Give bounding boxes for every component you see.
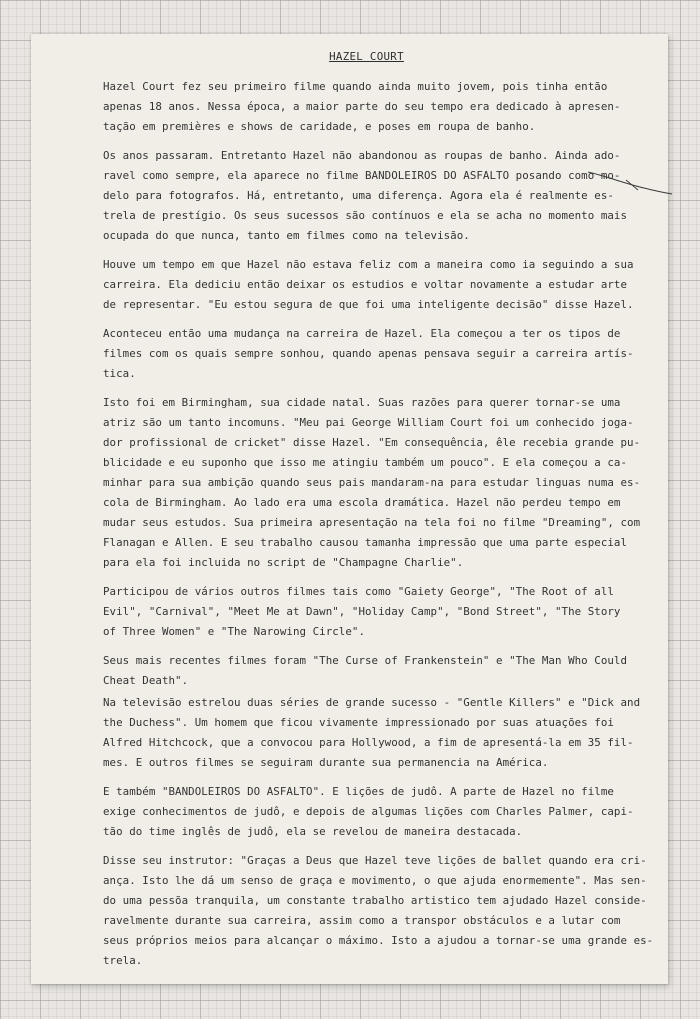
text-line: Os anos passaram. Entretanto Hazel não abandonou as roupas de banho. Ainda ado-: [103, 149, 621, 162]
text-line: seus próprios meios para alcançar o máximo. Isto a ajudou a tornar-se uma grande es-: [103, 934, 654, 947]
paragraph: [103, 324, 640, 384]
paragraph: [103, 851, 654, 971]
text-line: exige conhecimentos de judô, e depois de algumas lições com Charles Palmer, capi-: [103, 805, 634, 818]
text-line: Aconteceu então uma mudança na carreira de Hazel. Ela começou a ter os tipos de: [103, 327, 621, 340]
text-line: of Three Women" e "The Narowing Circle".: [103, 625, 366, 638]
text-line: delo para fotografos. Há, entretanto, uma diferença. Agora ela é realmente es-: [103, 189, 614, 202]
document-title: HAZEL COURT: [329, 50, 404, 63]
text-line: Participou de vários outros filmes tais como "Gaiety George", "The Root of all: [103, 585, 614, 598]
paragraph: [103, 146, 640, 246]
text-line: Flanagan e Allen. E seu trabalho causou tamanha impressão que uma parte especial: [103, 536, 628, 549]
text-line: ocupada do que nunca, tanto em filmes como na televisão.: [103, 229, 470, 242]
text-line: E também "BANDOLEIROS DO ASFALTO". E lições de judô. A parte de Hazel no filme: [103, 785, 614, 798]
text-line: para ela foi incluida no script de "Champagne Charlie".: [103, 556, 464, 569]
text-line: mes. E outros filmes se seguiram durante sua permanencia na América.: [103, 756, 549, 769]
text-line: minhar para sua ambição quando seus pais mandaram-na para estudar linguas numa es-: [103, 476, 641, 489]
paragraph: [103, 651, 640, 691]
paragraph: [103, 782, 640, 842]
text-line: atriz são um tanto incomuns. "Meu pai George William Court foi um conhecido joga-: [103, 416, 634, 429]
text-line: cola de Birmingham. Ao lado era uma escola dramática. Hazel não perdeu tempo em: [103, 496, 621, 509]
pen-stroke-mark: [586, 166, 676, 196]
text-line: do uma pessõa tranquila, um constante trabalho artistico tem ajudado Hazel conside-: [103, 894, 647, 907]
text-line: Na televisão estrelou duas séries de grande sucesso - "Gentle Killers" e "Dick and: [103, 696, 641, 709]
paragraph: [103, 582, 640, 642]
text-line: the Duchess". Um homem que ficou vivamente impressionado por suas atuações foi: [103, 716, 614, 729]
text-line: tão do time inglês de judô, ela se revelou de maneira destacada.: [103, 825, 523, 838]
text-line: ravel como sempre, ela aparece no filme BANDOLEIROS DO ASFALTO posando como mo-: [103, 169, 621, 182]
text-line: ança. Isto lhe dá um senso de graça e movimento, o que ajuda enormemente". Mas sen-: [103, 874, 647, 887]
text-line: blicidade e eu suponho que isso me atingiu também um pouco". E ela começou a ca-: [103, 456, 628, 469]
text-line: trela de prestígio. Os seus sucessos são contínuos e ela se acha no momento mais: [103, 209, 628, 222]
text-line: Evil", "Carnival", "Meet Me at Dawn", "Holiday Camp", "Bond Street", "The Story: [103, 605, 621, 618]
text-line: filmes com os quais sempre sonhou, quando apenas pensava seguir a carreira artís-: [103, 347, 634, 360]
text-line: dor profissional de cricket" disse Hazel. "Em consequência, êle recebia grande pu-: [103, 436, 641, 449]
text-line: carreira. Ela dediciu então deixar os estudios e voltar novamente a estudar arte: [103, 278, 628, 291]
text-line: Cheat Death".: [103, 674, 189, 687]
text-line: tica.: [103, 367, 136, 380]
paragraph: [103, 393, 640, 573]
text-line: Isto foi em Birmingham, sua cidade natal. Suas razões para querer tornar-se uma: [103, 396, 621, 409]
paragraph: [103, 693, 640, 773]
text-line: Seus mais recentes filmes foram "The Curse of Frankenstein" e "The Man Who Could: [103, 654, 628, 667]
document-body: [103, 77, 654, 971]
text-line: apenas 18 anos. Nessa época, a maior parte do seu tempo era dedicado à apresen-: [103, 100, 621, 113]
text-line: Alfred Hitchcock, que a convocou para Hollywood, a fim de apresentá-la em 35 fil-: [103, 736, 634, 749]
paragraph: [103, 255, 640, 315]
text-line: tação em premières e shows de caridade, e poses em roupa de banho.: [103, 120, 536, 133]
typewritten-page: [31, 34, 668, 984]
text-line: trela.: [103, 954, 143, 967]
text-line: Houve um tempo em que Hazel não estava feliz com a maneira como ia seguindo a sua: [103, 258, 634, 271]
text-line: de representar. "Eu estou segura de que foi uma inteligente decisão" disse Hazel.: [103, 298, 634, 311]
paragraph: [103, 77, 640, 137]
text-line: Disse seu instrutor: "Graças a Deus que Hazel teve lições de ballet quando era cri-: [103, 854, 647, 867]
text-line: ravelmente durante sua carreira, assim como a transpor obstáculos e a lutar com: [103, 914, 621, 927]
text-line: mudar seus estudos. Sua primeira apresentação na tela foi no filme "Dreaming", com: [103, 516, 641, 529]
text-line: Hazel Court fez seu primeiro filme quando ainda muito jovem, pois tinha então: [103, 80, 608, 93]
